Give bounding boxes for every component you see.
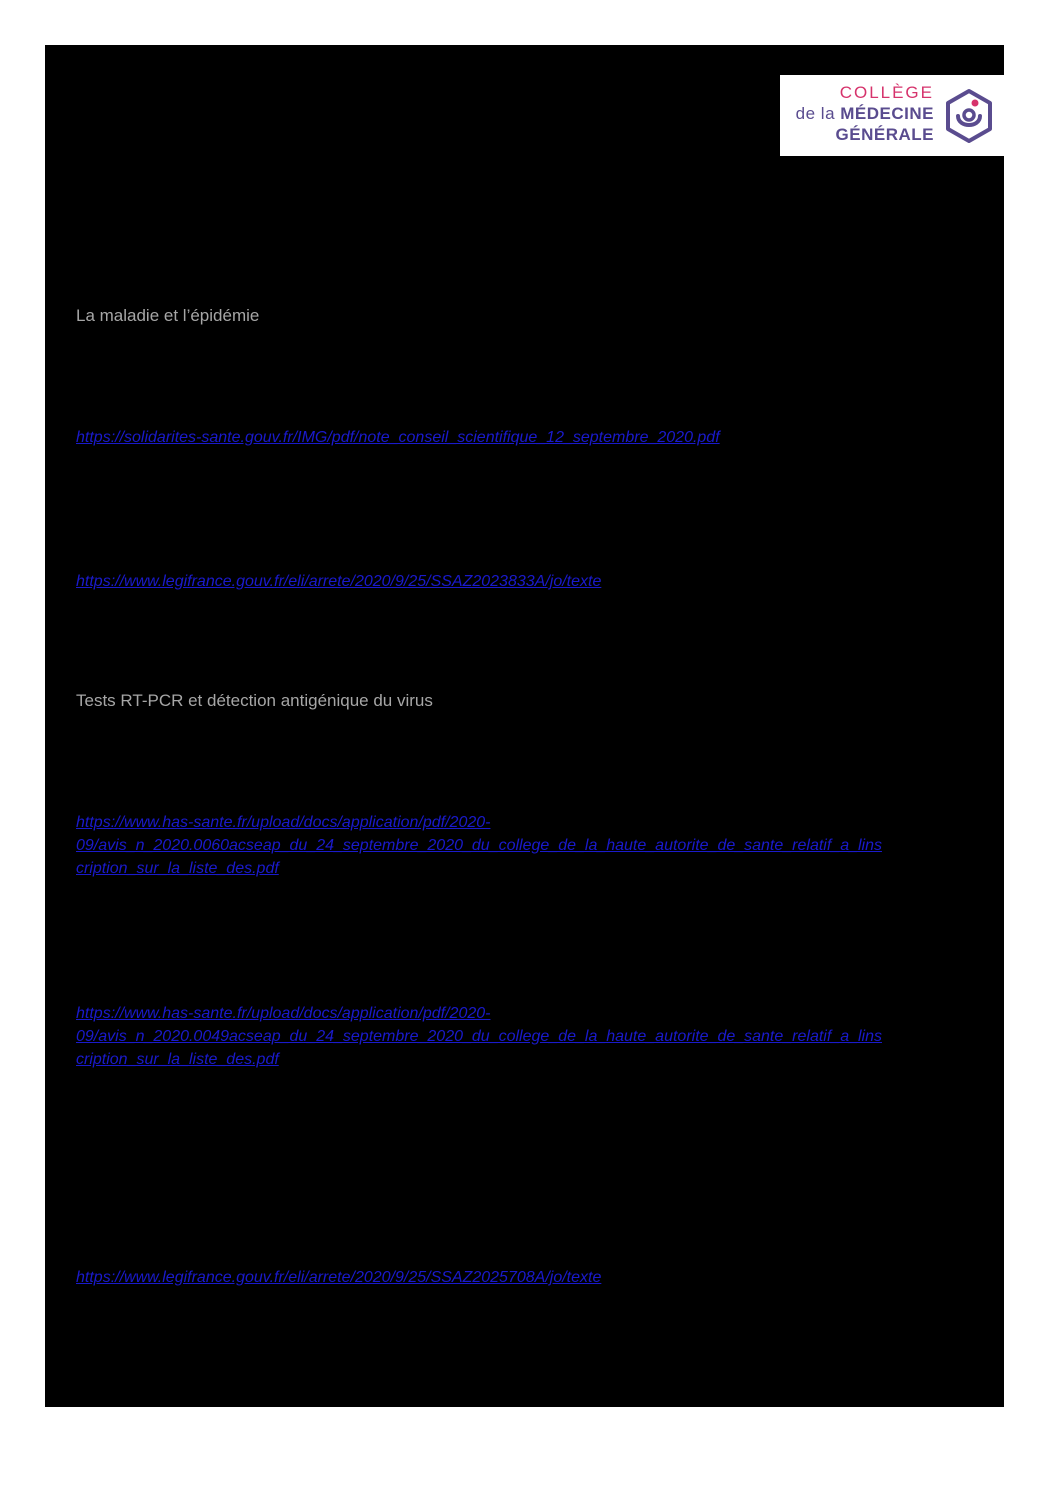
link-conseil-scientifique[interactable]: https://solidarites-sante.gouv.fr/IMG/pdf/note_conseil_scientifique_12_septembre_2020.pdf: [76, 429, 720, 446]
link-line: https://www.has-sante.fr/upload/docs/application/pdf/2020-: [76, 1005, 491, 1022]
link-line: cription_sur_la_liste_des.pdf: [76, 860, 279, 877]
link-legifrance-arrete-1[interactable]: https://www.legifrance.gouv.fr/eli/arrete/2020/9/25/SSAZ2023833A/jo/texte: [76, 573, 602, 590]
link-line: https://www.has-sante.fr/upload/docs/application/pdf/2020-: [76, 814, 491, 831]
logo-wordmark: [796, 82, 934, 145]
logo-line-college: COLLÈGE: [839, 83, 934, 102]
link-line: 09/avis_n_2020.0049acseap_du_24_septembre_2020_du_college_de_la_haute_autorite_de_sante_relatif_a_lins: [76, 1028, 882, 1045]
college-medecine-generale-logo: [780, 75, 1004, 156]
hexagon-person-icon: [944, 88, 994, 144]
page-content-area: [45, 45, 1004, 1407]
logo-line-generale: GÉNÉRALE: [835, 125, 934, 144]
link-has-avis-0060[interactable]: [76, 811, 982, 880]
link-line: 09/avis_n_2020.0060acseap_du_24_septembre_2020_du_college_de_la_haute_autorite_de_sante_relatif_a_lins: [76, 837, 882, 854]
link-has-avis-0049[interactable]: [76, 1002, 982, 1071]
logo-line-medecine: [796, 103, 934, 124]
logo-medecine: MÉDECINE: [840, 104, 934, 123]
link-legifrance-arrete-2[interactable]: https://www.legifrance.gouv.fr/eli/arrete/2020/9/25/SSAZ2025708A/jo/texte: [76, 1269, 602, 1286]
section-heading-disease: La maladie et l’épidémie: [76, 306, 260, 325]
section-heading-tests: Tests RT-PCR et détection antigénique du virus: [76, 691, 433, 710]
logo-de-la: de la: [795, 104, 836, 123]
link-line: cription_sur_la_liste_des.pdf: [76, 1051, 279, 1068]
